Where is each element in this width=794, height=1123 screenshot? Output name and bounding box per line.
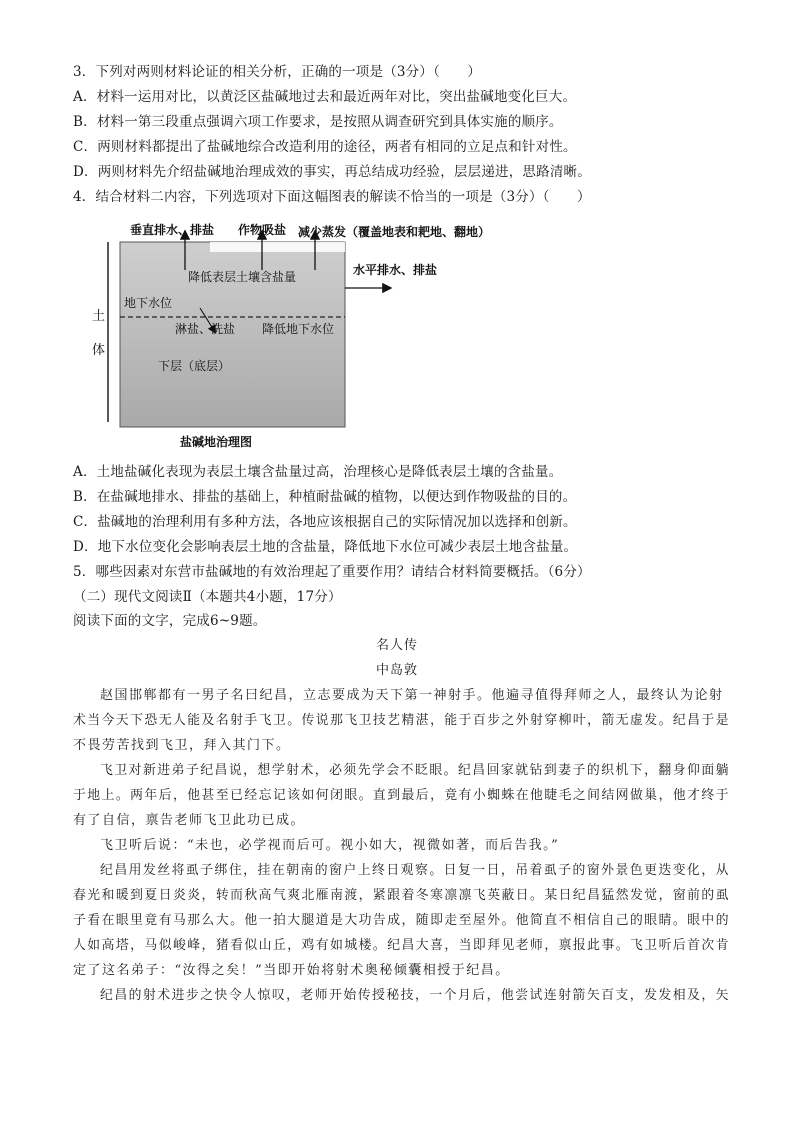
story-line: 赵国邯郸都有一男子名曰纪昌，立志要成为天下第一神射手。他遍寻值得拜师之人，最终认为论射	[100, 688, 724, 703]
saline-soil-diagram	[90, 212, 510, 458]
label-lower-groundwater: 降低地下水位	[262, 322, 335, 336]
q4-option-c: C．盐碱地的治理利用有多种方法，各地应该根据自己的实际情况加以选择和创新。	[73, 514, 577, 530]
q3-option-d: D．两则材料先介绍盐碱地治理成效的事实，再总结成功经验，层层递进，思路清晰。	[73, 164, 591, 180]
story-line: 人如高塔，马似峻峰，猪看似山丘，鸡有如城楼。纪昌大喜，当即拜见老师，禀报此事。飞卫听后首次肯	[73, 938, 731, 953]
diagram-caption: 盐碱地治理图	[180, 435, 253, 449]
story-author: 中岛敦	[375, 663, 418, 678]
label-horizontal-drain: 水平排水、排盐	[353, 263, 438, 277]
q5-stem: 5．哪些因素对东营市盐碱地的有效治理起了重要作用？请结合材料简要概括。（6分）	[73, 564, 591, 580]
section-heading: （二）现代文阅读Ⅱ（本题共4小题，17分）	[73, 589, 342, 605]
section-instruction: 阅读下面的文字，完成6~9题。	[73, 613, 267, 629]
story-line: 于地上。两年后，他甚至已经忘记该如何闭眼。直到最后，竟有小蜘蛛在他睫毛之间结网做巢，他才终于	[73, 788, 731, 803]
story-title: 名人传	[375, 638, 418, 653]
story-line: 术当今天下恐无人能及名射手飞卫。传说那飞卫技艺精湛，能于百步之外射穿柳叶，箭无虚发。纪昌于是	[73, 713, 731, 728]
q4-option-a: A．土地盐碱化表现为表层土壤含盐量过高，治理核心是降低表层土壤的含盐量。	[73, 464, 563, 480]
story-line: 有了自信，禀告老师飞卫此功已成。	[73, 813, 306, 828]
label-groundwater: 地下水位	[124, 296, 173, 310]
story-line: 飞卫听后说：“未也，必学视而后可。视小如大，视微如著，而后告我。”	[100, 838, 560, 853]
label-lower-layer: 下层（底层）	[158, 359, 231, 373]
label-vertical-drain: 垂直排水、排盐	[130, 223, 215, 237]
q4-option-b: B．在盐碱地排水、排盐的基础上，种植耐盐碱的植物，以便达到作物吸盐的目的。	[73, 489, 577, 505]
story-line: 纪昌的射术进步之快令人惊叹，老师开始传授秘技，一个月后，他尝试连射箭矢百支，发发相及，矢	[100, 988, 731, 1003]
label-reduce-evaporation: 减少蒸发（覆盖地表和耙地、翻地）	[298, 225, 491, 239]
story-line: 春光和暖到夏日炎炎，转而秋高气爽北雁南渡，紧跟着冬寒凛凛飞英蔽日。某日纪昌猛然发觉，窗前的虱	[73, 888, 731, 903]
story-line: 不畏劳苦找到飞卫，拜入其门下。	[73, 738, 291, 753]
label-crop-absorb: 作物吸盐	[238, 223, 287, 237]
q3-option-c: C．两则材料都提出了盐碱地综合改造利用的途径，两者有相同的立足点和针对性。	[73, 139, 577, 155]
q4-stem: 4．结合材料二内容，下列选项对下面这幅图表的解读不恰当的一项是（3分）（ ）	[73, 189, 591, 205]
label-soil-2: 体	[92, 343, 106, 358]
q3-stem: 3．下列对两则材料论证的相关分析，正确的一项是（3分）（ ）	[73, 64, 482, 80]
story-line: 飞卫对新进弟子纪昌说，想学射术，必须先学会不眨眼。纪昌回家就钻到妻子的织机下，翻身仰面躺	[100, 763, 731, 778]
story-line: 定了这名弟子：“汝得之矣！”当即开始将射术奥秘倾囊相授于纪昌。	[73, 963, 510, 978]
q3-option-b: B．材料一第三段重点强调六项工作要求，是按照从调查研究到具体实施的顺序。	[73, 114, 563, 130]
story-line: 子看在眼里竟有马那么大。他一拍大腿道是大功告成，随即走至屋外。他简直不相信自己的眼睛。眼中的	[73, 913, 731, 928]
label-leach: 淋盐、洗盐	[175, 322, 236, 336]
q4-option-d: D．地下水位变化会影响表层土地的含盐量，降低地下水位可减少表层土地含盐量。	[73, 539, 578, 555]
label-soil-1: 土	[92, 309, 106, 324]
q3-option-a: A．材料一运用对比，以黄泛区盐碱地过去和最近两年对比，突出盐碱地变化巨大。	[73, 89, 577, 105]
story-line: 纪昌用发丝将虱子绑住，挂在朝南的窗户上终日观察。日复一日，吊着虱子的窗外景色更迭变化，从	[100, 863, 731, 878]
label-reduce-surface-salt: 降低表层土壤含盐量	[188, 270, 297, 284]
